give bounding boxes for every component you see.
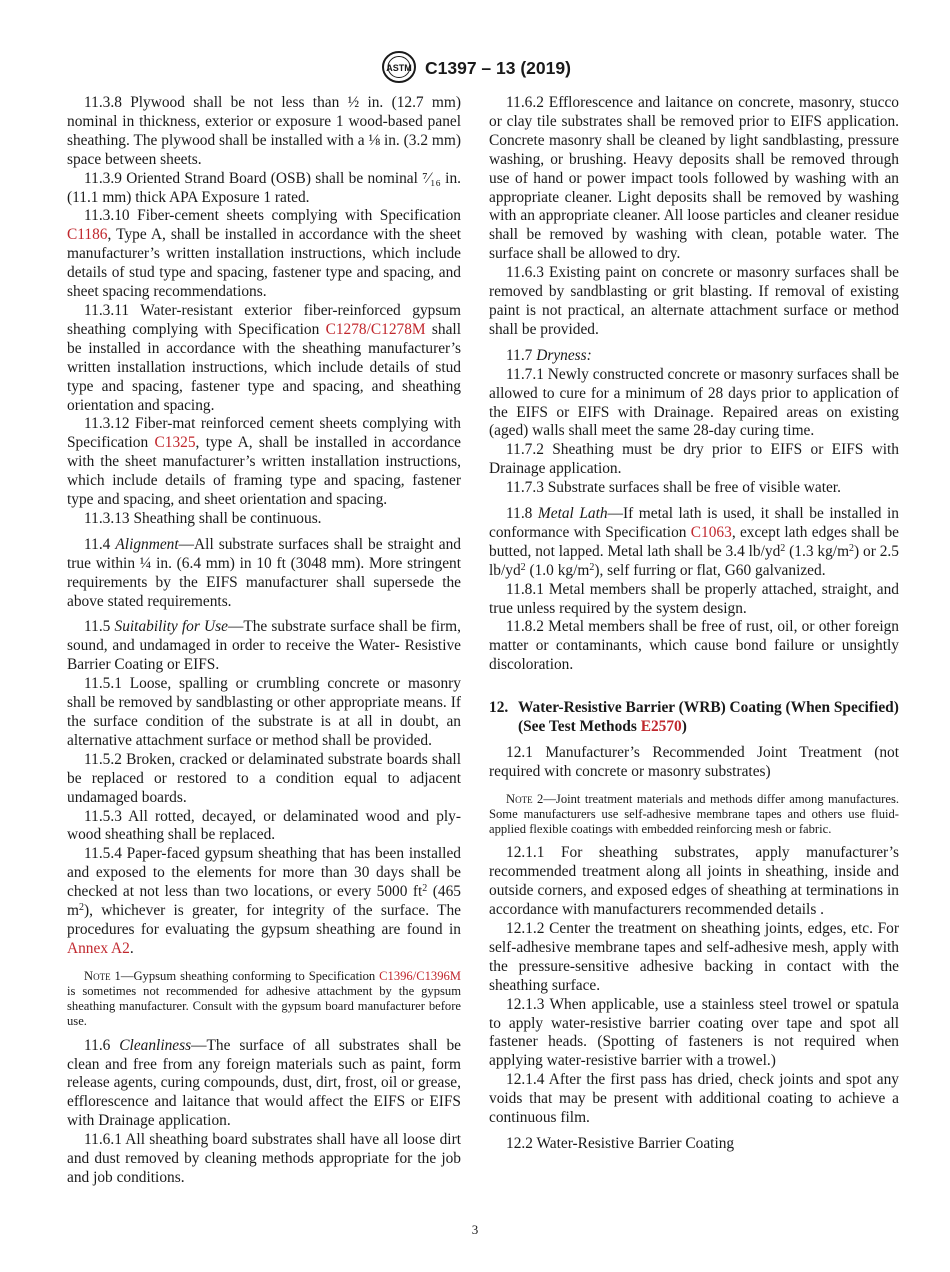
- para-11-6-1: 11.6.1 All sheathing board substrates shall have all loose dirt and dust removed by cleaning methods appropriate for the job and job conditions.: [67, 1131, 461, 1186]
- para-11-6: 11.6 Cleanliness—The surface of all substrates shall be clean and free from any foreign materials such as paint, form release agents, curing compounds, dust, dirt, frost, oil or grease, efflorescence and laitance that would affect the EIFS or EIFS with Drainage application.: [67, 1036, 461, 1130]
- para-12-1-4: 12.1.4 After the first pass has dried, check joints and spot any voids that may be present with additional coating to achieve a continuous film.: [489, 1071, 899, 1127]
- para-11-7: 11.7 Dryness:: [506, 346, 592, 364]
- document-designation: C1397 – 13 (2019): [425, 58, 571, 78]
- section-title-alignment: Alignment: [115, 535, 179, 553]
- note-1: Note 1—Gypsum sheathing conforming to Specification C1396/C1396M is sometimes not recommended for adhesive attachment by the gypsum sheathing manufacturer. Consult with the gypsum board manufacturer before use.: [67, 968, 461, 1029]
- page-header: [0, 50, 950, 90]
- para-11-3-9: 11.3.9 Oriented Strand Board (OSB) shall be nominal ⁷⁄₁₆ in. (11.1 mm) thick APA Exposure 1 rated.: [67, 169, 461, 206]
- note-label: Note 2: [506, 791, 544, 806]
- section-heading-12: 12. Water-Resistive Barrier (WRB) Coating (When Specified) (See Test Methods E2570): [489, 699, 899, 736]
- para-12-1-1: 12.1.1 For sheathing substrates, apply manufacturer’s recommended treatment along all joints in sheathing, inside and outside corners, and exposed edges of sheathing at terminations in accordance with manufacturers recommended details .: [489, 844, 899, 919]
- section-title-cleanliness: Cleanliness: [119, 1036, 192, 1054]
- para-11-3-10: 11.3.10 Fiber-cement sheets complying with Specification C1186, Type A, shall be installed in accordance with the sheet manufacturer’s written installation instructions, which include details of stud type and spacing, fastener type and spacing, and sheet spacing recommendations.: [67, 207, 461, 301]
- link-e2570[interactable]: E2570: [640, 718, 682, 736]
- section-title-metal-lath: Metal Lath: [537, 505, 608, 523]
- page-number: 3: [471, 1222, 479, 1237]
- note-2: Note 2—Joint treatment materials and methods differ among manufactures. Some manufacturers use self-adhesive membrane tapes and others use fluid-applied flexible coatings with embedded reinforcing mesh or fabric.: [489, 791, 899, 837]
- para-11-8: 11.8 Metal Lath—If metal lath is used, it shall be installed in conformance with Specification C1063, except lath edges shall be butted, not lapped. Metal lath shall be 3.4 $lb/yd^2$ (1.3 $kg/m^2$) or 2.5 $lb/yd^2$ (1.0 $kg/m^2$), self furring or flat, G60 galvanized.: [489, 505, 899, 579]
- logo-text: ASTM: [386, 63, 412, 73]
- para-11-3-8: 11.3.8 Plywood shall be not less than ½ in. (12.7 mm) nominal in thickness, exterior or exposure 1 wood-based panel sheathing. The plywood shall be installed with a ⅛ in. (3.2 mm) space between sheets.: [67, 94, 461, 168]
- section-title-dryness: Dryness:: [536, 346, 592, 364]
- left-column: [67, 94, 461, 1188]
- para-11-7-3: 11.7.3 Substrate surfaces shall be free of visible water.: [506, 479, 841, 497]
- link-c1186[interactable]: C1186: [67, 226, 108, 244]
- para-12-1-2: 12.1.2 Center the treatment on sheathing joints, edges, etc. For self-adhesive membrane tapes and self-adhesive mesh, apply with the pressure-sensitive adhesive backing in contact with the sheathing surface.: [489, 920, 899, 994]
- link-c1396[interactable]: C1396/C1396M: [379, 968, 461, 983]
- section-number: 12.: [489, 699, 509, 717]
- para-11-7-1: 11.7.1 Newly constructed concrete or masonry surfaces shall be allowed to cure for a minimum of 28 days prior to application of the EIFS or EIFS with Drainage. Repaired areas on existing (aged) walls shall meet the same 28-day curing time.: [489, 365, 899, 440]
- para-11-5-1: 11.5.1 Loose, spalling or crumbling concrete or masonry shall be removed by sandblasting or other appropriate means. If the surface condition of the substrate is at all in doubt, an alternative attachment surface or method shall be provided.: [67, 675, 461, 749]
- para-11-6-3: 11.6.3 Existing paint on concrete or masonry surfaces shall be removed by sandblasting or grit blasting. If removal of existing paint is not practical, an alternate attachment surface or method shall be provided.: [489, 264, 899, 338]
- link-c1325[interactable]: C1325: [154, 434, 196, 452]
- para-11-6-2: 11.6.2 Efflorescence and laitance on concrete, masonry, stucco or clay tile substrates shall be removed prior to EIFS application. Concrete masonry shall be cleaned by light sandblasting, pressure washing, or brushing. Heavy deposits shall be removed through use of hand or power impact tools followed by washing with an appropriate cleaner. Light deposits shall be removed by washing with an appropriate cleaner. All loose particles and cleaner residue shall be removed by washing with clean, potable water. The surface shall be allowed to dry.: [489, 94, 899, 263]
- para-12-1: 12.1 Manufacturer’s Recommended Joint Treatment (not required with concrete or masonry substrates): [489, 744, 899, 780]
- para-11-3-13: 11.3.13 Sheathing shall be continuous.: [84, 509, 322, 527]
- para-11-8-1: 11.8.1 Metal members shall be properly attached, straight, and true unless required by the system design.: [489, 580, 899, 617]
- link-c1278[interactable]: C1278/C1278M: [325, 320, 426, 338]
- para-11-8-2: 11.8.2 Metal members shall be free of rust, oil, or other foreign matter or contaminants, which cause bond failure or unsightly discoloration.: [489, 618, 899, 674]
- right-column: [489, 94, 899, 1154]
- para-11-5-3: 11.5.3 All rotted, decayed, or delaminated wood and ply-wood sheathing shall be replaced.: [67, 807, 461, 844]
- section-title-suitability: Suitability for Use: [114, 618, 228, 636]
- para-11-7-2: 11.7.2 Sheathing must be dry prior to EIFS or EIFS with Drainage application.: [489, 441, 899, 478]
- note-label: Note 1: [84, 968, 121, 983]
- para-11-3-11: 11.3.11 Water-resistant exterior fiber-reinforced gypsum sheathing complying with Specification C1278/C1278M shall be installed in accordance with the sheathing manufacturer’s written installation instructions, which include details of stud type and spacing, fastener type and spacing, and sheathing orientation and spacing.: [67, 301, 461, 414]
- para-11-5-4: 11.5.4 Paper-faced gypsum sheathing that has been installed and exposed to the elements for more than 30 days shall be checked at not less than two locations, or every 5000 $ft^2$ (465 $m^2$), whichever is greater, for integrity of the surface. The procedures for evaluating the gypsum sheathing are found in Annex A2.: [67, 845, 461, 957]
- para-12-1-3: 12.1.3 When applicable, use a stainless steel trowel or spatula to apply water-resistive barrier coating over tape and spot all fastener heads. (Spotting of fasteners is not required when applying water-resistive barrier with a trowel.): [489, 995, 899, 1070]
- para-11-3-12: 11.3.12 Fiber-mat reinforced cement sheets complying with Specification C1325, type A, shall be installed in accordance with the sheet manufacturer’s written installation instructions, which include details of framing type and spacing, fastener type and spacing, and sheet orientation and spacing.: [67, 415, 461, 509]
- astm-logo-icon: [381, 50, 417, 84]
- para-11-4: 11.4 Alignment—All substrate surfaces shall be straight and true within ¼ in. (6.4 mm) in 10 ft (3048 mm). More stringent requirements by the EIFS manufacturer shall supersede the above stated requirements.: [67, 535, 461, 610]
- link-annex-a2[interactable]: Annex A2: [67, 939, 130, 957]
- link-c1063[interactable]: C1063: [690, 523, 732, 541]
- para-11-5: 11.5 Suitability for Use—The substrate surface shall be firm, sound, and undamaged in order to receive the Water- Resistive Barrier Coating or EIFS.: [67, 618, 461, 674]
- para-11-5-2: 11.5.2 Broken, cracked or delaminated substrate boards shall be replaced or restored to a condition equal to adjacent undamaged boards.: [67, 750, 461, 806]
- para-12-2: 12.2 Water-Resistive Barrier Coating: [506, 1135, 735, 1153]
